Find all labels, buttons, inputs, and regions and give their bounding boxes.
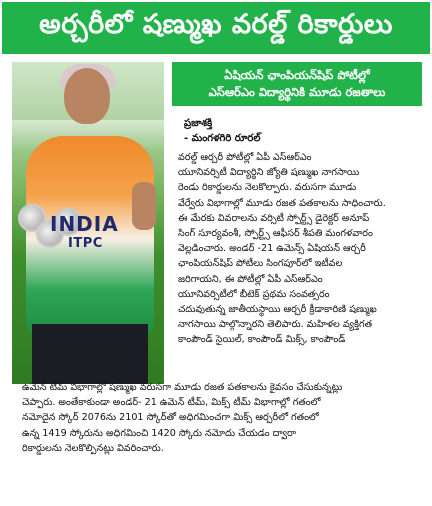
article-line: రికార్డులను నెలకొల్పినట్లు వివరించారు. [22,442,164,454]
byline-place: - మంగళగిరి రూరల్ [184,133,261,144]
article-line: నాగసాయి పాల్గొన్నారని తెలిపారు. మహిళల వ్యక్తిగత [178,319,373,331]
article-line: సింగ్ సూర్యవంశీ, స్పోర్ట్స్ ఆఫీసర్ శీపతి మంగళవారం [178,228,373,240]
article-line: చదువుతున్న జాతీయస్థాయి ఆర్చరీ క్రీడాకారిణి షణ్ముఖ [178,304,377,316]
headline-banner [2,2,430,54]
article-full-width [22,380,424,456]
article-line: చెప్పారు. అంతేకాకుండా అండర్- 21 ఉమెన్ టీమ్, మిక్స్ టీమ్ విభాగాల్లో గతంలో [22,397,321,409]
jersey-text: INDIA [50,212,119,236]
photo-face [64,68,110,124]
article-line: ఈ మేరకు వివరాలను వర్సిటీ స్పోర్ట్స్ డైరెక్టర్ అనూప్ [178,212,370,224]
article-line: వేర్వేరు విభాగాల్లో మూడు రజత పతకాలను సాధించారు. [178,197,386,209]
byline-source: ప్రజాశక్తి [184,118,213,129]
article-column [178,150,424,348]
jersey-sponsor-text: ITPC [68,236,103,251]
subheadline-box [172,62,422,106]
article-line: ఛాంపియన్‌షిప్ పోటీలు సింగపూర్‌లో ఇటీవల [178,258,343,270]
article-line: యూనివర్సిటీలో బీటెక్ ప్రథమ సంవత్సరం [178,288,330,300]
article-line: వెల్లడించారు. అండర్ -21 ఉమెన్స్ ఏషియన్ ఆర్చరీ [178,243,366,255]
article-line: రెండు రికార్డులను నెలకొల్పారు. వరుసగా మూడు [178,182,357,194]
article-line: నమోదైన స్కోర్ 2076ను 2101 స్కోర్‌తో అధిగమించగా మిక్స్ ఆర్చరీలో గతంలో [22,412,319,424]
photo-shorts [32,324,148,384]
article-line: వరల్డ్ ఆర్చరీ పోటీల్లో ఏపీ ఎస్ఆర్ఎం [178,152,312,163]
subheadline-line-1: ఏషియన్ ఛాంపియన్‌షిప్ పోటీల్లో [224,67,370,82]
article-line: ఉన్న 1419 స్కోరును అధిగమించి 1420 స్కోరు నమోదు చేయడం ద్వారా [22,427,297,439]
article-line: ఉమెన్ టీమ్ విభాగాల్లో షణ్ముఖ వరుసగా మూడు రజత పతకాలను కైవసం చేసుకున్నట్లు [22,382,343,393]
subheadline-line-2: ఎస్ఆర్ఎం విద్యార్థినికి మూడు రజతాలు [208,85,386,99]
athlete-photo [12,62,164,384]
article-line: యూనివర్సిటీ విద్యార్థిని జ్యోతి షణ్ముఖ నాగసాయి [178,167,360,179]
article-line: జరిగాయని, ఈ పోటీల్లో ఏపీ ఎస్ఆర్ఎం [178,273,323,285]
headline: అర్చరీలో షణ్ముఖ వరల్డ్ రికార్డులు [39,9,393,40]
byline [184,116,260,146]
article-line: కాంపౌండ్ సైయిల్, కాంపౌండ్ మిక్స్, కాంపౌండ్ [178,334,346,346]
